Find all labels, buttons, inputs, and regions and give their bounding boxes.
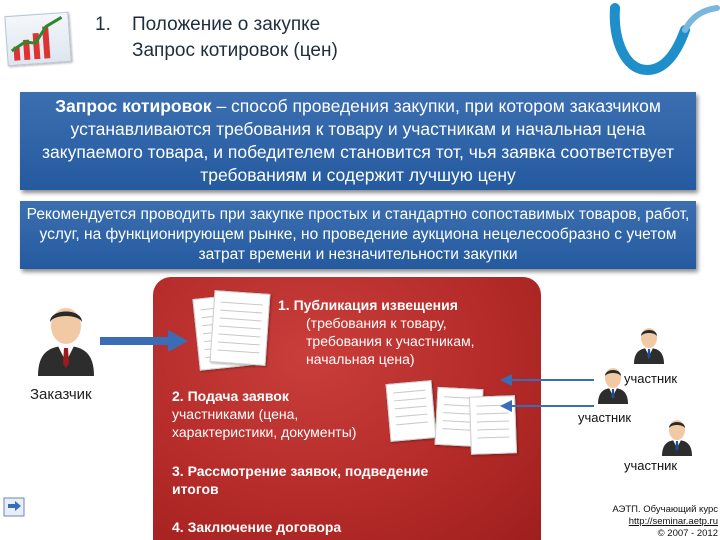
recommendation-text: Рекомендуется проводить при закупке простых и стандартно сопоставимых товаров, работ, услуг, на функционирующем рынке, но проведение аукциона нецелесообразно с учетом затрат времени и незначительности закупки: [26, 206, 690, 263]
step-2-detail: участниками (цена, характеристики, документы): [172, 406, 357, 440]
chart-logo-icon: [4, 12, 71, 66]
footer-link[interactable]: http://seminar.aetp.ru: [628, 516, 718, 527]
participant-label-3: участник: [624, 458, 678, 473]
participant-label-1: участник: [624, 371, 678, 386]
title-number: 1.: [95, 14, 111, 35]
footer-line1: АЭТП. Обучающий курс: [612, 504, 718, 515]
arrow-icon: [100, 328, 190, 354]
footer-line3: © 2007 - 2012: [657, 528, 718, 539]
definition-term: Запрос котировок: [55, 96, 212, 116]
step-1-detail: (требования к товару, требования к участникам, начальная цена): [306, 315, 475, 367]
back-nav-icon[interactable]: [3, 496, 25, 518]
businessman-icon: [632, 326, 666, 364]
step-2: [172, 387, 392, 441]
step-3-title: 3. Рассмотрение заявок, подведение итогов: [172, 463, 429, 497]
title-line1: Положение о закупке: [132, 14, 321, 35]
businessman-icon: [34, 302, 98, 376]
participant-label-2: участник: [578, 410, 632, 425]
document-icon: [210, 290, 271, 366]
step-4: [172, 518, 472, 536]
businessman-icon: [660, 418, 694, 456]
customer-label: Заказчик: [30, 386, 92, 403]
title-line2: Запрос котировок (цен): [132, 40, 338, 61]
recommendation-box: [20, 201, 696, 269]
step-3: [172, 462, 472, 498]
step-1: [278, 296, 518, 368]
definition-text: – способ проведения закупки, при котором заказчиком устанавливаются требования к товару и участникам и начальная цена закупаемого товара, и победителем становится тот, чья заявка соответствует требованиям и содержит лучшую цену: [42, 96, 674, 185]
definition-box: [20, 92, 696, 190]
footer: [588, 504, 718, 540]
document-icon: [386, 380, 437, 442]
step-4-title: 4. Заключение договора: [172, 519, 342, 535]
page-title: [95, 12, 338, 64]
swoosh-logo-icon: [585, 0, 720, 90]
step-1-title: 1. Публикация извещения: [278, 297, 458, 313]
businessman-icon: [596, 366, 630, 404]
step-2-title: 2. Подача заявок: [172, 388, 289, 404]
